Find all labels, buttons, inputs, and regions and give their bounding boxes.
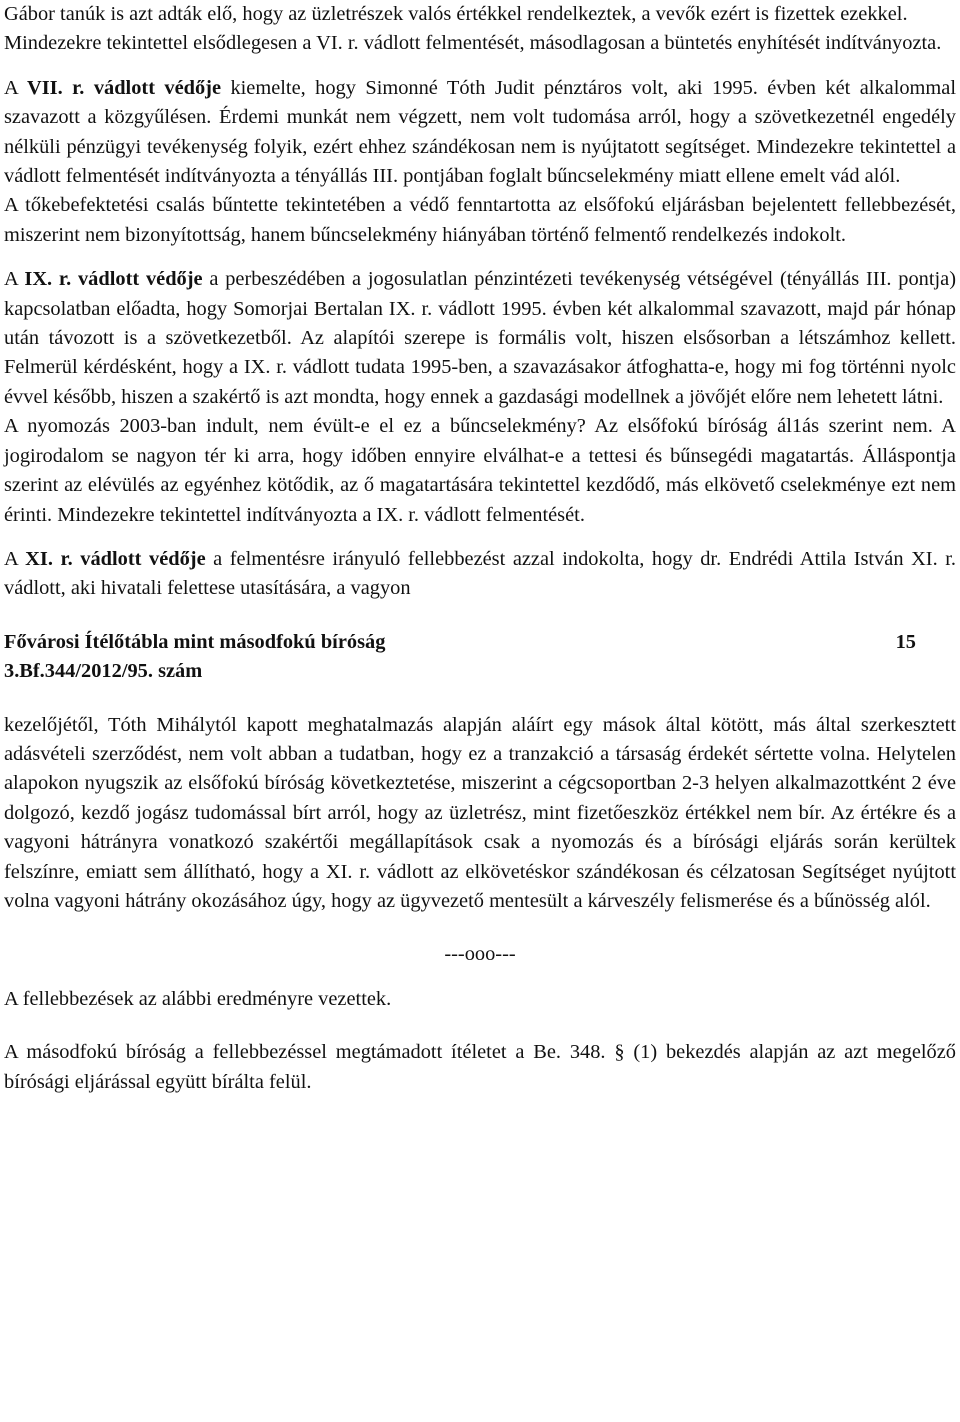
vii-defense-heading: VII. r. vádlott védője <box>27 76 222 99</box>
paragraph-second-instance-review: A másodfokú bíróság a fellebbezéssel megtámadott ítéletet a Be. 348. § (1) bekezdés alapján az azt megelőző bírósági eljárással együtt bírálta felül. <box>4 1041 956 1093</box>
spacer <box>4 250 956 265</box>
page-number: 15 <box>895 630 916 653</box>
spacer <box>4 916 956 940</box>
paragraph-xi-defense: A XI. r. vádlott védője a felmentésre irányuló fellebbezést azzal indokolta, hogy dr. Endrédi Attila István XI. r. vádlott, aki hivatali felettese utasítására, a vagyon <box>4 547 956 600</box>
spacer <box>4 1014 956 1038</box>
xi-defense-heading: XI. r. vádlott védője <box>25 547 206 570</box>
paragraph-capital-fraud: A tőkebefektetési csalás bűntette tekintetében a védő fenntartotta az elsőfokú eljárásban bejelentett fellebbezését, miszerint nem bizonyítottság, hanem bűncselekmény hiányában történő felmentő rendelkezés indokolt. <box>4 194 956 246</box>
paragraph-vi-defendant-motion: Mindezekre tekintettel elsődlegesen a VI. r. vádlott felmentését, másodlagosan a büntetés enyhítését indítványozta. <box>4 32 942 55</box>
paragraph-witness-statement: Gábor tanúk is azt adták elő, hogy az üzletrészek valós értékkel rendelkeztek, a vevők ezért is fizettek ezekkel. <box>4 3 908 25</box>
section-separator: ---ooo--- <box>444 943 516 966</box>
page-header <box>4 628 956 657</box>
spacer <box>4 687 956 711</box>
spacer <box>4 604 956 628</box>
paragraph-appeal-results: A fellebbezések az alábbi eredményre vezettek. <box>4 987 392 1010</box>
court-name: Fővárosi Ítélőtábla mint másodfokú bíróság <box>4 630 386 653</box>
paragraph-xi-continuation: kezelőjétől, Tóth Mihálytól kapott meghatalmazás alapján aláírt egy mások által kötött, más által szerkesztett adásvételi szerződést, nem volt abban a tudatban, hogy ez a tranzakció a társaság érdekét sértette volna. Helytelen alapokon nyugszik az elsőfokú bíróság következtetése, miszerint a cégcsoportban 2-3 helyen alkalmazottként 2 éve dolgozó, kezdő jogász tudomással bírt arról, hogy az üzletrész, mint fizetőeszköz értékkel nem bír. Az értékre és a vagyoni hátrányra vonatkozó szakértői megállapítások csak a nyomozás és a bírósági eljárás során kerültek felszínre, emiatt sem állítható, hogy a XI. r. vádlott az elkövetéskor szándékosan és célzatosan Segítséget nyújtott volna vagyoni hátrány okozásához úgy, hogy az ügyvezető mentesült a kárveszély felismerése és a bűnösség alól. <box>4 713 956 912</box>
paragraph-limitation: A nyomozás 2003-ban indult, nem évült-e el ez a bűncselekmény? Az elsőfokú bíróság ál1ás szerint nem. A jogirodalom se nagyon tér ki arra, hogy időben ennyire elválhat-e a tettesi és bűnsegédi magatartás. Álláspontja szerint az elévülés az egyénhez kötődik, az ő magatartására tekintettel kezdődő, más elkövető cselekménye ezt nem érinti. Mindezekre tekintettel indítványozta a IX. r. vádlott felmentését. <box>4 415 956 526</box>
case-number: 3.Bf.344/2012/95. szám <box>4 660 203 683</box>
ix-defense-heading: IX. r. vádlott védője <box>24 268 203 291</box>
paragraph-vii-defense: A VII. r. vádlott védője kiemelte, hogy Simonné Tóth Judit pénztáros volt, aki 1995. évben két alkalommal szavazott a közgyűlésen. Érdemi munkát nem végzett, nem volt tudomása arról, hogy a szövetkezetnél engedély nélküli pénzügyi tevékenység folyik, ezért ehhez szándékosan nem is nyújtatott segítséget. Mindezekre tekintettel a vádlott felmentését indítványozta a tényállás III. pontjában foglalt bűncselekmény miatt ellene emelt vád alól. <box>4 76 956 188</box>
spacer <box>4 59 956 74</box>
spacer <box>4 970 956 985</box>
spacer <box>4 530 956 545</box>
paragraph-ix-defense: A IX. r. vádlott védője a perbeszédében a jogosulatlan pénzintézeti tevékenység vétségével (tényállás III. pontja) kapcsolatban előadta, hogy Somorjai Bertalan IX. r. vádlott 1995. évben két alkalommal szavazott, majd pár hónap után távozott is a szövetkezetből. Az alapítói szerepe is formális volt, hiszen elsősorban a létszámhoz kellett. Felmerül kérdésként, hogy a IX. r. vádlott tudata 1995-ben, a szavazásakor átfoghatta-e, hogy mi fog történni nyolc évvel később, hiszen a szakértő is azt mondta, hogy ennek a gazdasági modellnek a jövőjét előre nem lehetett látni. <box>4 268 957 408</box>
